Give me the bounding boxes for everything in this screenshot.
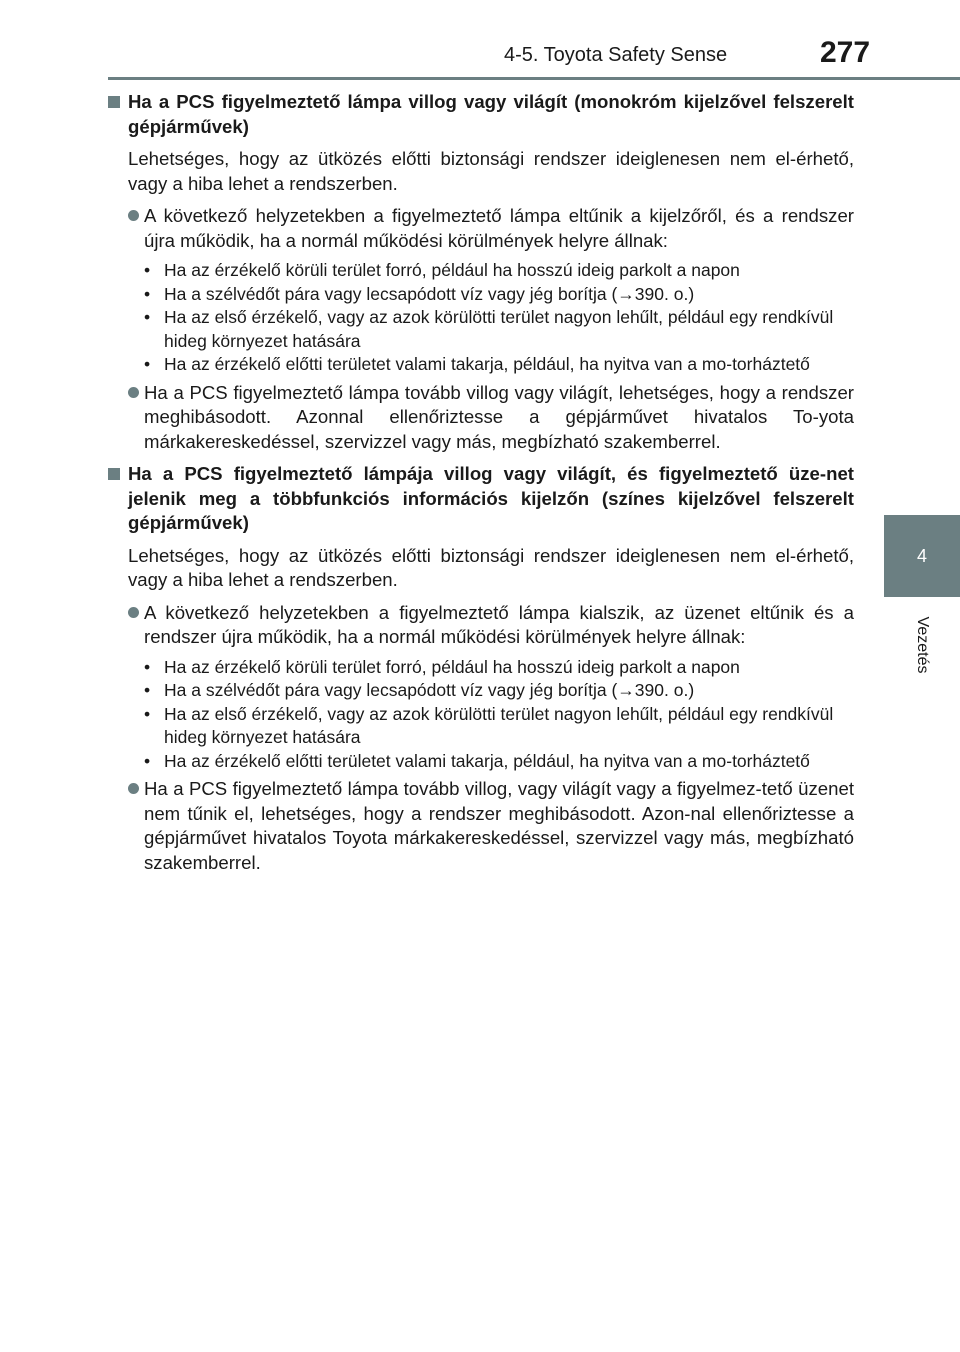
sub-list-item: [144, 703, 854, 750]
section: [108, 462, 854, 875]
sub-list: [108, 259, 854, 377]
list-item-text: A következő helyzetekben a figyelmeztető lámpa kialszik, az üzenet eltűnik és a rendszer újra működik, ha a normál működési körülmények helyre állnak:: [144, 601, 854, 647]
bullet-icon: •: [144, 703, 151, 724]
bullet-icon: •: [144, 307, 151, 327]
sub-list-item-text: Ha az első érzékelő, vagy az azok körülötti terület nagyon lehűlt, például egy rendkívül hideg környezet hatására: [164, 703, 834, 747]
sub-list: [108, 656, 854, 774]
section-heading: [108, 462, 854, 536]
sub-list-item-text: Ha a szélvédőt pára vagy lecsapódott víz vagy jég borítja (→390. o.): [164, 283, 695, 304]
circle-bullet-icon: [128, 607, 139, 618]
square-bullet-icon: [108, 468, 120, 480]
page-number: 277: [820, 36, 871, 69]
sub-list-item: [144, 283, 854, 307]
sub-list-item: [144, 353, 854, 377]
bullet-icon: •: [144, 680, 151, 700]
sub-list-item-text: Ha az érzékelő előtti területet valami takarja, például, ha nyitva van a mo-torháztető: [164, 750, 810, 771]
circle-bullet-icon: [128, 783, 139, 794]
sub-list-item-text: Ha az első érzékelő, vagy az azok körülötti terület nagyon lehűlt, például egy rendkívül hideg környezet hatására: [164, 307, 834, 351]
bullet-icon: •: [144, 260, 151, 280]
list-item: [108, 204, 854, 253]
list-item-text: Ha a PCS figyelmeztető lámpa tovább villog, vagy világít vagy a figyelmez-tető üzenet nem tűnik el, lehetséges, hogy a rendszer meghibásodott. Azon-nal ellenőriztesse a gépjárművet hivatalos Toyota márkakereskedéssel, szervizzel vagy más, megbízható szakemberrel.: [144, 778, 854, 873]
list-item: [108, 777, 854, 875]
circle-bullet-icon: [128, 210, 139, 221]
section-intro: Lehetséges, hogy az ütközés előtti biztonsági rendszer ideiglenesen nem el-érhető, vagy a hiba lehet a rendszerben.: [128, 544, 854, 590]
circle-bullet-icon: [128, 387, 139, 398]
sub-list-item: [144, 679, 854, 703]
header-rule: [108, 77, 960, 80]
square-bullet-icon: [108, 96, 120, 108]
chapter-tab: 4: [884, 515, 960, 597]
sub-list-item-text: Ha az érzékelő körüli terület forró, például ha hosszú ideig parkolt a napon: [164, 656, 740, 677]
sub-list-item: [144, 259, 854, 283]
sub-list-item-text: Ha az érzékelő körüli terület forró, például ha hosszú ideig parkolt a napon: [164, 260, 740, 280]
sub-list-item-text: Ha az érzékelő előtti területet valami takarja, például, ha nyitva van a mo-torháztető: [164, 354, 810, 374]
page-header: [0, 0, 960, 82]
bullet-icon: •: [144, 354, 151, 374]
list-item: [108, 381, 854, 455]
bullet-icon: •: [144, 750, 151, 771]
section-title: 4-5. Toyota Safety Sense: [504, 44, 728, 66]
section-heading-text: Ha a PCS figyelmeztető lámpa villog vagy világít (monokróm kijelzővel felszerelt gépjárművek): [128, 91, 854, 137]
section: [108, 90, 854, 454]
main-content: [108, 90, 854, 883]
chapter-label: Vezetés: [914, 616, 931, 674]
sub-list-item: [144, 656, 854, 680]
section-heading: [108, 90, 854, 139]
sub-list-item-text: Ha a szélvédőt pára vagy lecsapódott víz vagy jég borítja (→390. o.): [164, 680, 695, 700]
list-item-text: Ha a PCS figyelmeztető lámpa tovább villog vagy világít, lehetséges, hogy a rendszer meghibásodott. Azonnal ellenőriztesse a gépjárművet hivatalos To-yota márkakereskedéssel, szervizzel vagy más, megbízható szakemberrel.: [144, 381, 854, 452]
sub-list-item: [144, 750, 854, 774]
bullet-icon: •: [144, 283, 151, 304]
list-item-text: A következő helyzetekben a figyelmeztető lámpa eltűnik a kijelzőről, és a rendszer újra működik, ha a normál működési körülmények helyre állnak:: [144, 205, 854, 251]
bullet-icon: •: [144, 656, 151, 677]
list-item: [108, 601, 854, 650]
section-intro: Lehetséges, hogy az ütközés előtti biztonsági rendszer ideiglenesen nem el-érhető, vagy a hiba lehet a rendszerben.: [128, 148, 854, 194]
section-heading-text: Ha a PCS figyelmeztető lámpája villog vagy világít, és figyelmeztető üze-net jelenik meg a többfunkciós információs kijelzőn (színes kijelzővel felszerelt gépjárművek): [128, 463, 854, 533]
sub-list-item: [144, 306, 854, 353]
